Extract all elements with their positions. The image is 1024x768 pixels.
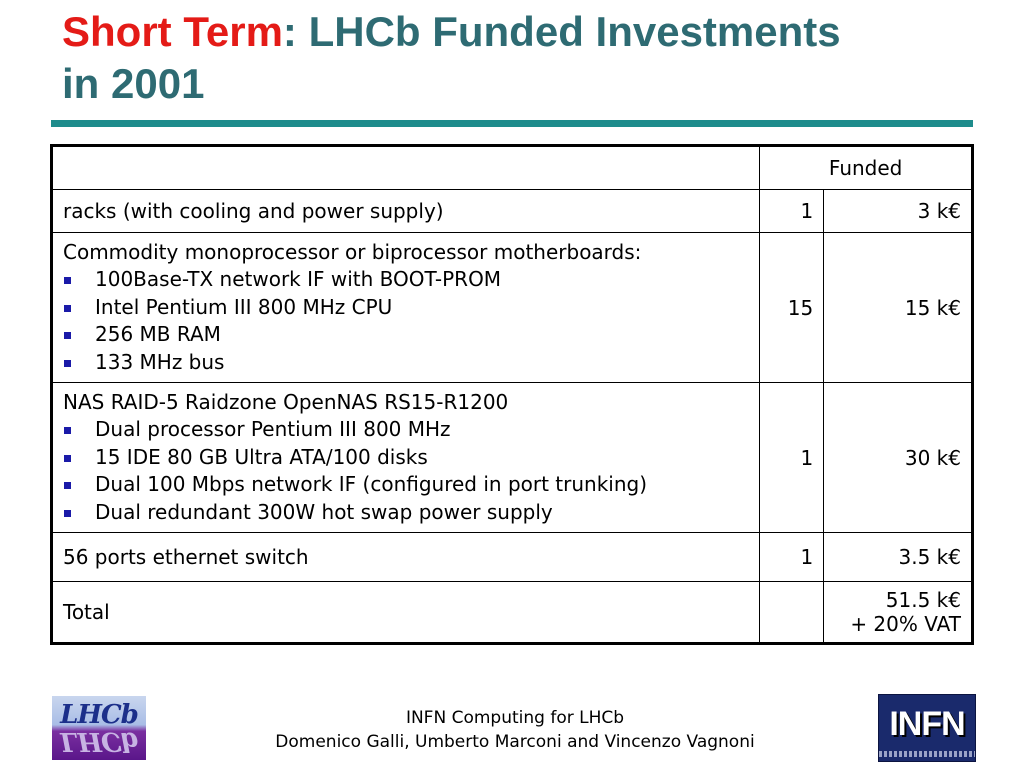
- spec-item: [63, 266, 749, 294]
- item-description: [52, 233, 760, 383]
- total-cost-amount: 51.5 k€: [885, 588, 961, 612]
- spec-item: [63, 294, 749, 322]
- infn-logo: [878, 694, 976, 762]
- spec-item: [63, 349, 749, 377]
- item-lead: Commodity monoprocessor or biprocessor motherboards:: [63, 240, 642, 264]
- spec-item: [63, 416, 749, 444]
- item-cost: 3 k€: [824, 190, 973, 233]
- item-quantity: 1: [760, 383, 824, 533]
- item-cost: 15 k€: [824, 233, 973, 383]
- table-header-row: [52, 146, 973, 190]
- slide-footer: [200, 706, 830, 754]
- square-bullet-icon: [64, 455, 71, 462]
- lhcb-logo-reflection: LHCb: [60, 726, 138, 756]
- table-row: [52, 533, 973, 582]
- spec-item: [63, 321, 749, 349]
- spec-text: 256 MB RAM: [95, 322, 221, 346]
- spec-list: [63, 416, 749, 526]
- spec-list: [63, 266, 749, 376]
- spec-text: 133 MHz bus: [95, 349, 225, 374]
- table-row: [52, 233, 973, 383]
- title-line2: in 2001: [62, 60, 205, 107]
- square-bullet-icon: [64, 332, 71, 339]
- infn-logo-text: INFN: [889, 705, 965, 743]
- lhcb-logo-text: LHCb: [60, 700, 138, 730]
- table-row: [52, 383, 973, 533]
- total-cost: [824, 582, 973, 644]
- header-blank-cell: [52, 146, 760, 190]
- item-lead: racks (with cooling and power supply): [63, 198, 444, 223]
- total-row: [52, 582, 973, 644]
- spec-text: Dual processor Pentium III 800 MHz: [95, 417, 451, 441]
- item-lead: NAS RAID-5 Raidzone OpenNAS RS15-R1200: [63, 390, 509, 414]
- square-bullet-icon: [64, 510, 71, 517]
- total-cost-vat: + 20% VAT: [850, 612, 961, 636]
- square-bullet-icon: [64, 305, 71, 312]
- table-row: [52, 190, 973, 233]
- item-description: [52, 190, 760, 233]
- slide-title: [62, 6, 962, 110]
- title-highlight: Short Term: [62, 8, 283, 55]
- item-lead: 56 ports ethernet switch: [63, 544, 309, 569]
- title-divider: [51, 120, 973, 127]
- total-label: Total: [52, 582, 760, 644]
- title-rest: : LHCb Funded Investments: [282, 8, 841, 55]
- spec-item: [63, 499, 749, 527]
- total-quantity: [760, 582, 824, 644]
- infn-logo-subtitle-strip: [879, 751, 975, 757]
- spec-text: Intel Pentium III 800 MHz CPU: [95, 294, 393, 319]
- square-bullet-icon: [64, 360, 71, 367]
- spec-text: Dual redundant 300W hot swap power supply: [95, 499, 553, 524]
- spec-item: [63, 444, 749, 472]
- header-funded: Funded: [760, 146, 973, 190]
- item-quantity: 15: [760, 233, 824, 383]
- square-bullet-icon: [64, 482, 71, 489]
- item-cost: 3.5 k€: [824, 533, 973, 582]
- spec-text: Dual 100 Mbps network IF (configured in port trunking): [95, 472, 648, 496]
- item-description: [52, 383, 760, 533]
- item-cost: 30 k€: [824, 383, 973, 533]
- footer-title: INFN Computing for LHCb: [405, 708, 625, 728]
- item-quantity: 1: [760, 533, 824, 582]
- spec-text: 100Base-TX network IF with BOOT-PROM: [95, 267, 502, 291]
- investment-table: [50, 144, 974, 645]
- spec-text: 15 IDE 80 GB Ultra ATA/100 disks: [95, 444, 428, 469]
- footer-authors: Domenico Galli, Umberto Marconi and Vincenzo Vagnoni: [275, 732, 755, 752]
- square-bullet-icon: [64, 277, 71, 284]
- square-bullet-icon: [64, 427, 71, 434]
- item-quantity: 1: [760, 190, 824, 233]
- lhcb-logo: [52, 696, 146, 760]
- spec-item: [63, 471, 749, 499]
- item-description: [52, 533, 760, 582]
